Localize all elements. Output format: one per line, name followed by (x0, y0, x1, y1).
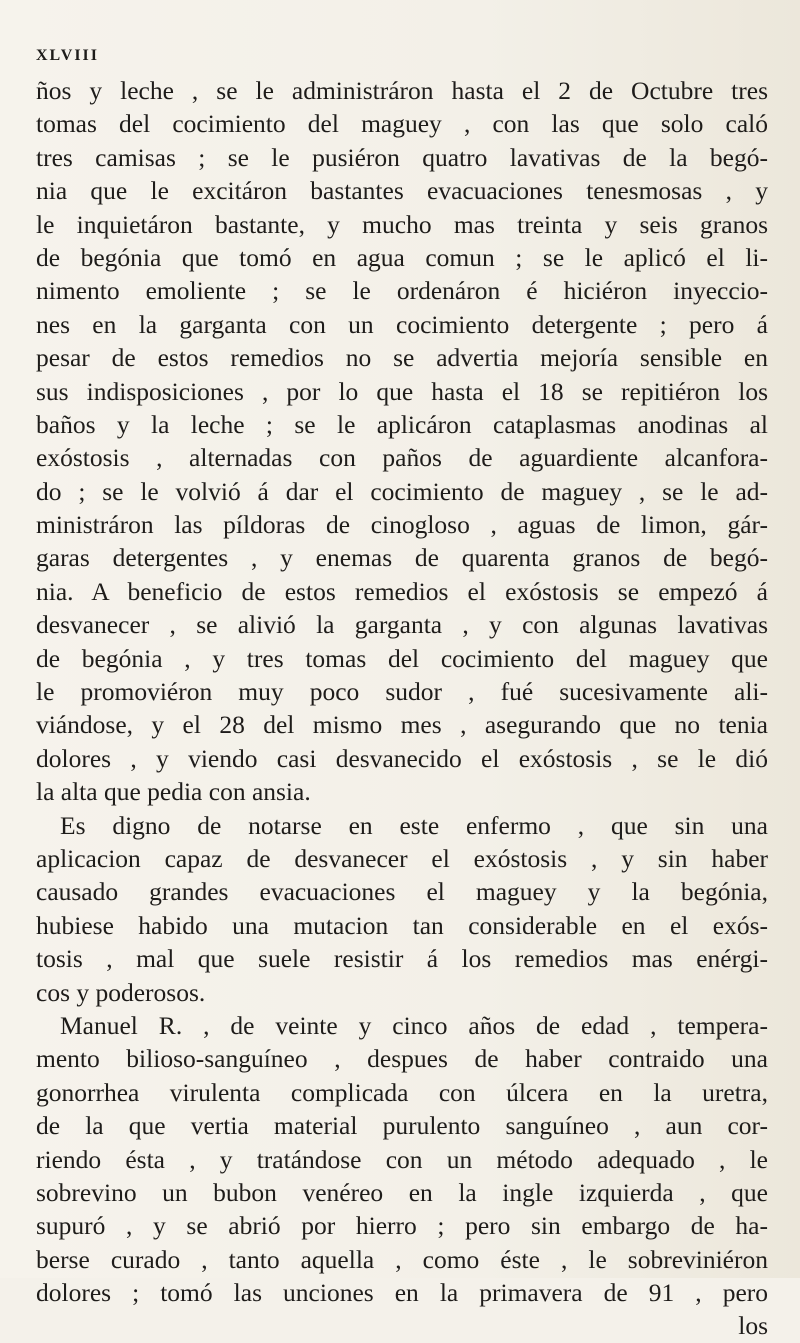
text-line: nes en la garganta con un cocimiento detergente ; pero á (36, 309, 768, 339)
text-line: riendo ésta , y tratándose con un método adequado , le (36, 1144, 768, 1174)
text-line: sus indisposiciones , por lo que hasta el 18 se repitiéron los (36, 376, 768, 406)
text-line: gonorrhea virulenta complicada con úlcera en la uretra, (36, 1077, 768, 1107)
text-line: viándose, y el 28 del mismo mes , asegurando que no tenia (36, 710, 768, 740)
text-line: ministráron las píldoras de cinogloso , aguas de limon, gár- (36, 510, 768, 540)
page-number: XLVIII (36, 47, 99, 64)
text-line: aplicacion capaz de desvanecer el exóstosis , y sin haber (36, 843, 768, 873)
text-line: causado grandes evacuaciones el maguey y la begónia, (36, 877, 768, 907)
text-line: garas detergentes , y enemas de quarenta granos de begó- (36, 543, 768, 573)
text-line: berse curado , tanto aquella , como éste , le sobreviniéron (36, 1244, 768, 1274)
text-line: nia que le excitáron bastantes evacuaciones tenesmosas , y (36, 176, 768, 206)
text-line: de la que vertia material purulento sanguíneo , aun cor- (36, 1111, 768, 1141)
text-line: tomas del cocimiento del maguey , con las que solo caló (36, 109, 768, 139)
text-line: pesar de estos remedios no se advertia mejoría sensible en (36, 343, 768, 373)
text-line: tres camisas ; se le pusiéron quatro lavativas de la begó- (36, 142, 768, 172)
text-line: de begónia , y tres tomas del cocimiento del maguey que (36, 643, 768, 673)
text-line: mento bilioso-sanguíneo , despues de haber contraido una (36, 1044, 768, 1074)
text-line: do ; se le volvió á dar el cocimiento de maguey , se le ad- (36, 476, 768, 506)
text-line: nia. A beneficio de estos remedios el exóstosis se empezó á (36, 576, 768, 606)
text-line: desvanecer , se alivió la garganta , y con algunas lavativas (36, 610, 768, 640)
text-line: supuró , y se abrió por hierro ; pero sin embargo de ha- (36, 1211, 768, 1241)
text-line: ños y leche , se le administráron hasta el 2 de Octubre tres (36, 76, 768, 105)
text-line: dolores , y viendo casi desvanecido el exóstosis , se le dió (36, 743, 768, 773)
text-line: nimento emoliente ; se le ordenáron é hiciéron inyeccio- (36, 276, 768, 306)
text-line: Manuel R. , de veinte y cinco años de edad , tempera- (60, 1010, 768, 1040)
text-line: la alta que pedia con ansia. (36, 777, 311, 807)
text-line: cos y poderosos. (36, 977, 206, 1007)
body-text (36, 74, 768, 1343)
text-line: exóstosis , alternadas con paños de aguardiente alcanfora- (36, 443, 768, 473)
text-line: tosis , mal que suele resistir á los remedios mas enérgi- (36, 944, 768, 974)
text-line: le promoviéron muy poco sudor , fué sucesivamente ali- (36, 677, 768, 707)
text-line: sobrevino un bubon venéreo en la ingle izquierda , que (36, 1177, 768, 1207)
text-line: de begónia que tomó en agua comun ; se le aplicó el li- (36, 242, 768, 272)
text-line: Es digno de notarse en este enfermo , que sin una (60, 810, 768, 840)
catchword: los (738, 1311, 768, 1341)
text-line: dolores ; tomó las unciones en la primavera de 91 , pero (36, 1278, 768, 1308)
text-line: hubiese habido una mutacion tan considerable en el exós- (36, 910, 768, 940)
text-line: le inquietáron bastante, y mucho mas treinta y seis granos (36, 209, 768, 239)
text-line: baños y la leche ; se le aplicáron cataplasmas anodinas al (36, 409, 768, 439)
